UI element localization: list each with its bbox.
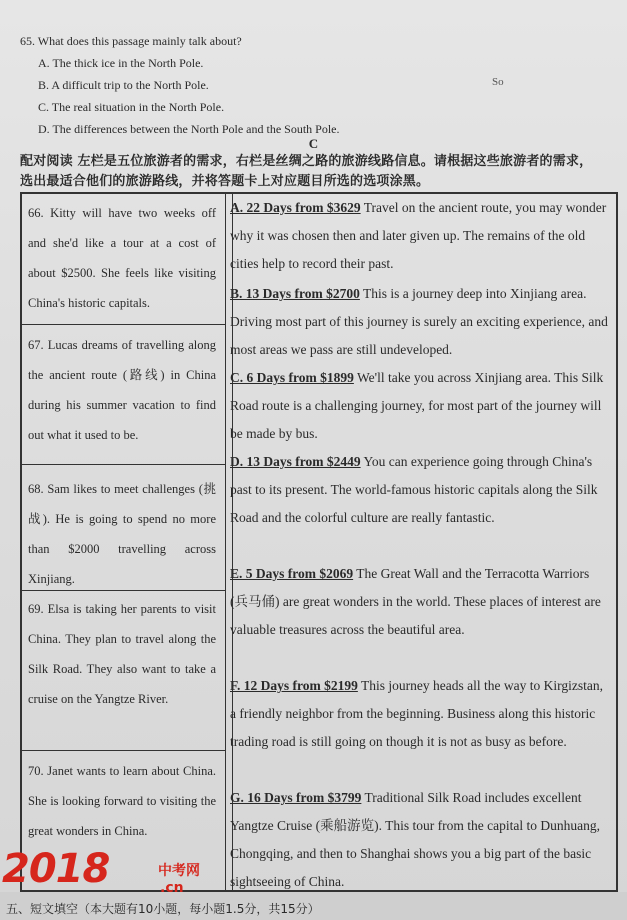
route-b bbox=[230, 280, 610, 364]
question-65-option-a: A. The thick ice in the North Pole. bbox=[38, 56, 204, 70]
route-c bbox=[230, 364, 610, 448]
route-b-head: B. 13 Days from $2700 bbox=[230, 286, 360, 301]
route-f-head: F. 12 Days from $2199 bbox=[230, 678, 358, 693]
person-70: 70. Janet wants to learn about China. She is looking forward to visiting the great wonders in China. bbox=[28, 764, 216, 838]
route-d bbox=[230, 448, 610, 532]
route-f-body: This journey heads all the way to Kirgizstan, a friendly neighbor from the beginning. Business along this historic trading road is still going on though it is not as busy as before. bbox=[230, 678, 603, 749]
row-divider bbox=[22, 750, 225, 751]
route-g bbox=[230, 784, 610, 896]
route-g-head: G. 16 Days from $3799 bbox=[230, 790, 362, 805]
question-65-option-b: B. A difficult trip to the North Pole. bbox=[38, 78, 209, 92]
person-68: 68. Sam likes to meet challenges (挑战). He is going to spend no more than $2000 travelling across Xinjiang. bbox=[28, 482, 216, 586]
route-c-body: We'll take you across Xinjiang area. This Silk Road route is a challenging journey, for most part of the journey will be made by bus. bbox=[230, 370, 604, 441]
section-letter: C bbox=[308, 136, 319, 151]
route-a-head: A. 22 Days from $3629 bbox=[230, 200, 361, 215]
stray-margin-text: So bbox=[492, 76, 504, 88]
route-g-body: Traditional Silk Road includes excellent Yangtze Cruise (乘船游览). This tour from the capital to Dunhuang, Chongqing, and then to Shanghai shows you a big part of the basic sightseeing of China. bbox=[230, 790, 600, 889]
route-e-body: The Great Wall and the Terracotta Warriors (兵马俑) are great wonders in the world. These places of interest are valuable treasures across the beautiful area. bbox=[230, 566, 601, 637]
section-five-title: 五、短文填空（本大题有10小题，每小题1.5分，共15分） bbox=[6, 902, 320, 916]
question-65-stem: 65. What does this passage mainly talk about? bbox=[20, 34, 242, 48]
section-instruction: 配对阅读 左栏是五位旅游者的需求，右栏是丝绸之路的旅游线路信息。请根据这些旅游者的需求，选出最适合他们的旅游路线，并将答题卡上对应题目所选的选项涂黑。 bbox=[20, 154, 593, 189]
question-65-option-c: C. The real situation in the North Pole. bbox=[38, 100, 225, 114]
route-d-body: You can experience going through China's past to its present. The world-famous historic capitals along the Silk Road and the colorful culture are really fantastic. bbox=[230, 454, 598, 525]
watermark-logo: 2018 bbox=[2, 846, 110, 892]
route-d-head: D. 13 Days from $2449 bbox=[230, 454, 361, 469]
section-five-header bbox=[0, 892, 627, 920]
route-e bbox=[230, 560, 610, 644]
watermark-domain: .cn bbox=[160, 880, 184, 896]
route-a bbox=[230, 194, 610, 278]
row-divider bbox=[22, 464, 225, 465]
watermark-site: 中考网 bbox=[158, 863, 200, 879]
route-c-head: C. 6 Days from $1899 bbox=[230, 370, 354, 385]
question-65-option-d: D. The differences between the North Pole and the South Pole. bbox=[38, 122, 340, 136]
row-divider bbox=[22, 590, 225, 591]
route-a-body: Travel on the ancient route, you may wonder why it was chosen then and later given up. The remains of the old cities help to record their past. bbox=[230, 200, 607, 271]
row-divider bbox=[22, 324, 225, 325]
matching-table bbox=[20, 192, 618, 892]
route-e-head: E. 5 Days from $2069 bbox=[230, 566, 354, 581]
route-b-body: This is a journey deep into Xinjiang area. Driving most part of this journey is surely an exciting experience, and most areas we pass are still undeveloped. bbox=[230, 286, 608, 357]
route-f bbox=[230, 672, 610, 756]
question-65 bbox=[20, 30, 339, 140]
person-67: 67. Lucas dreams of travelling along the ancient route (路线) in China during his summer vacation to find out what it used to be. bbox=[28, 338, 216, 442]
person-66: 66. Kitty will have two weeks off and she'd like a tour at a cost of about $2500. She feels like visiting China's historic capitals. bbox=[28, 206, 216, 310]
person-69: 69. Elsa is taking her parents to visit China. They plan to travel along the Silk Road. They also want to take a cruise on the Yangtze River. bbox=[28, 602, 216, 706]
